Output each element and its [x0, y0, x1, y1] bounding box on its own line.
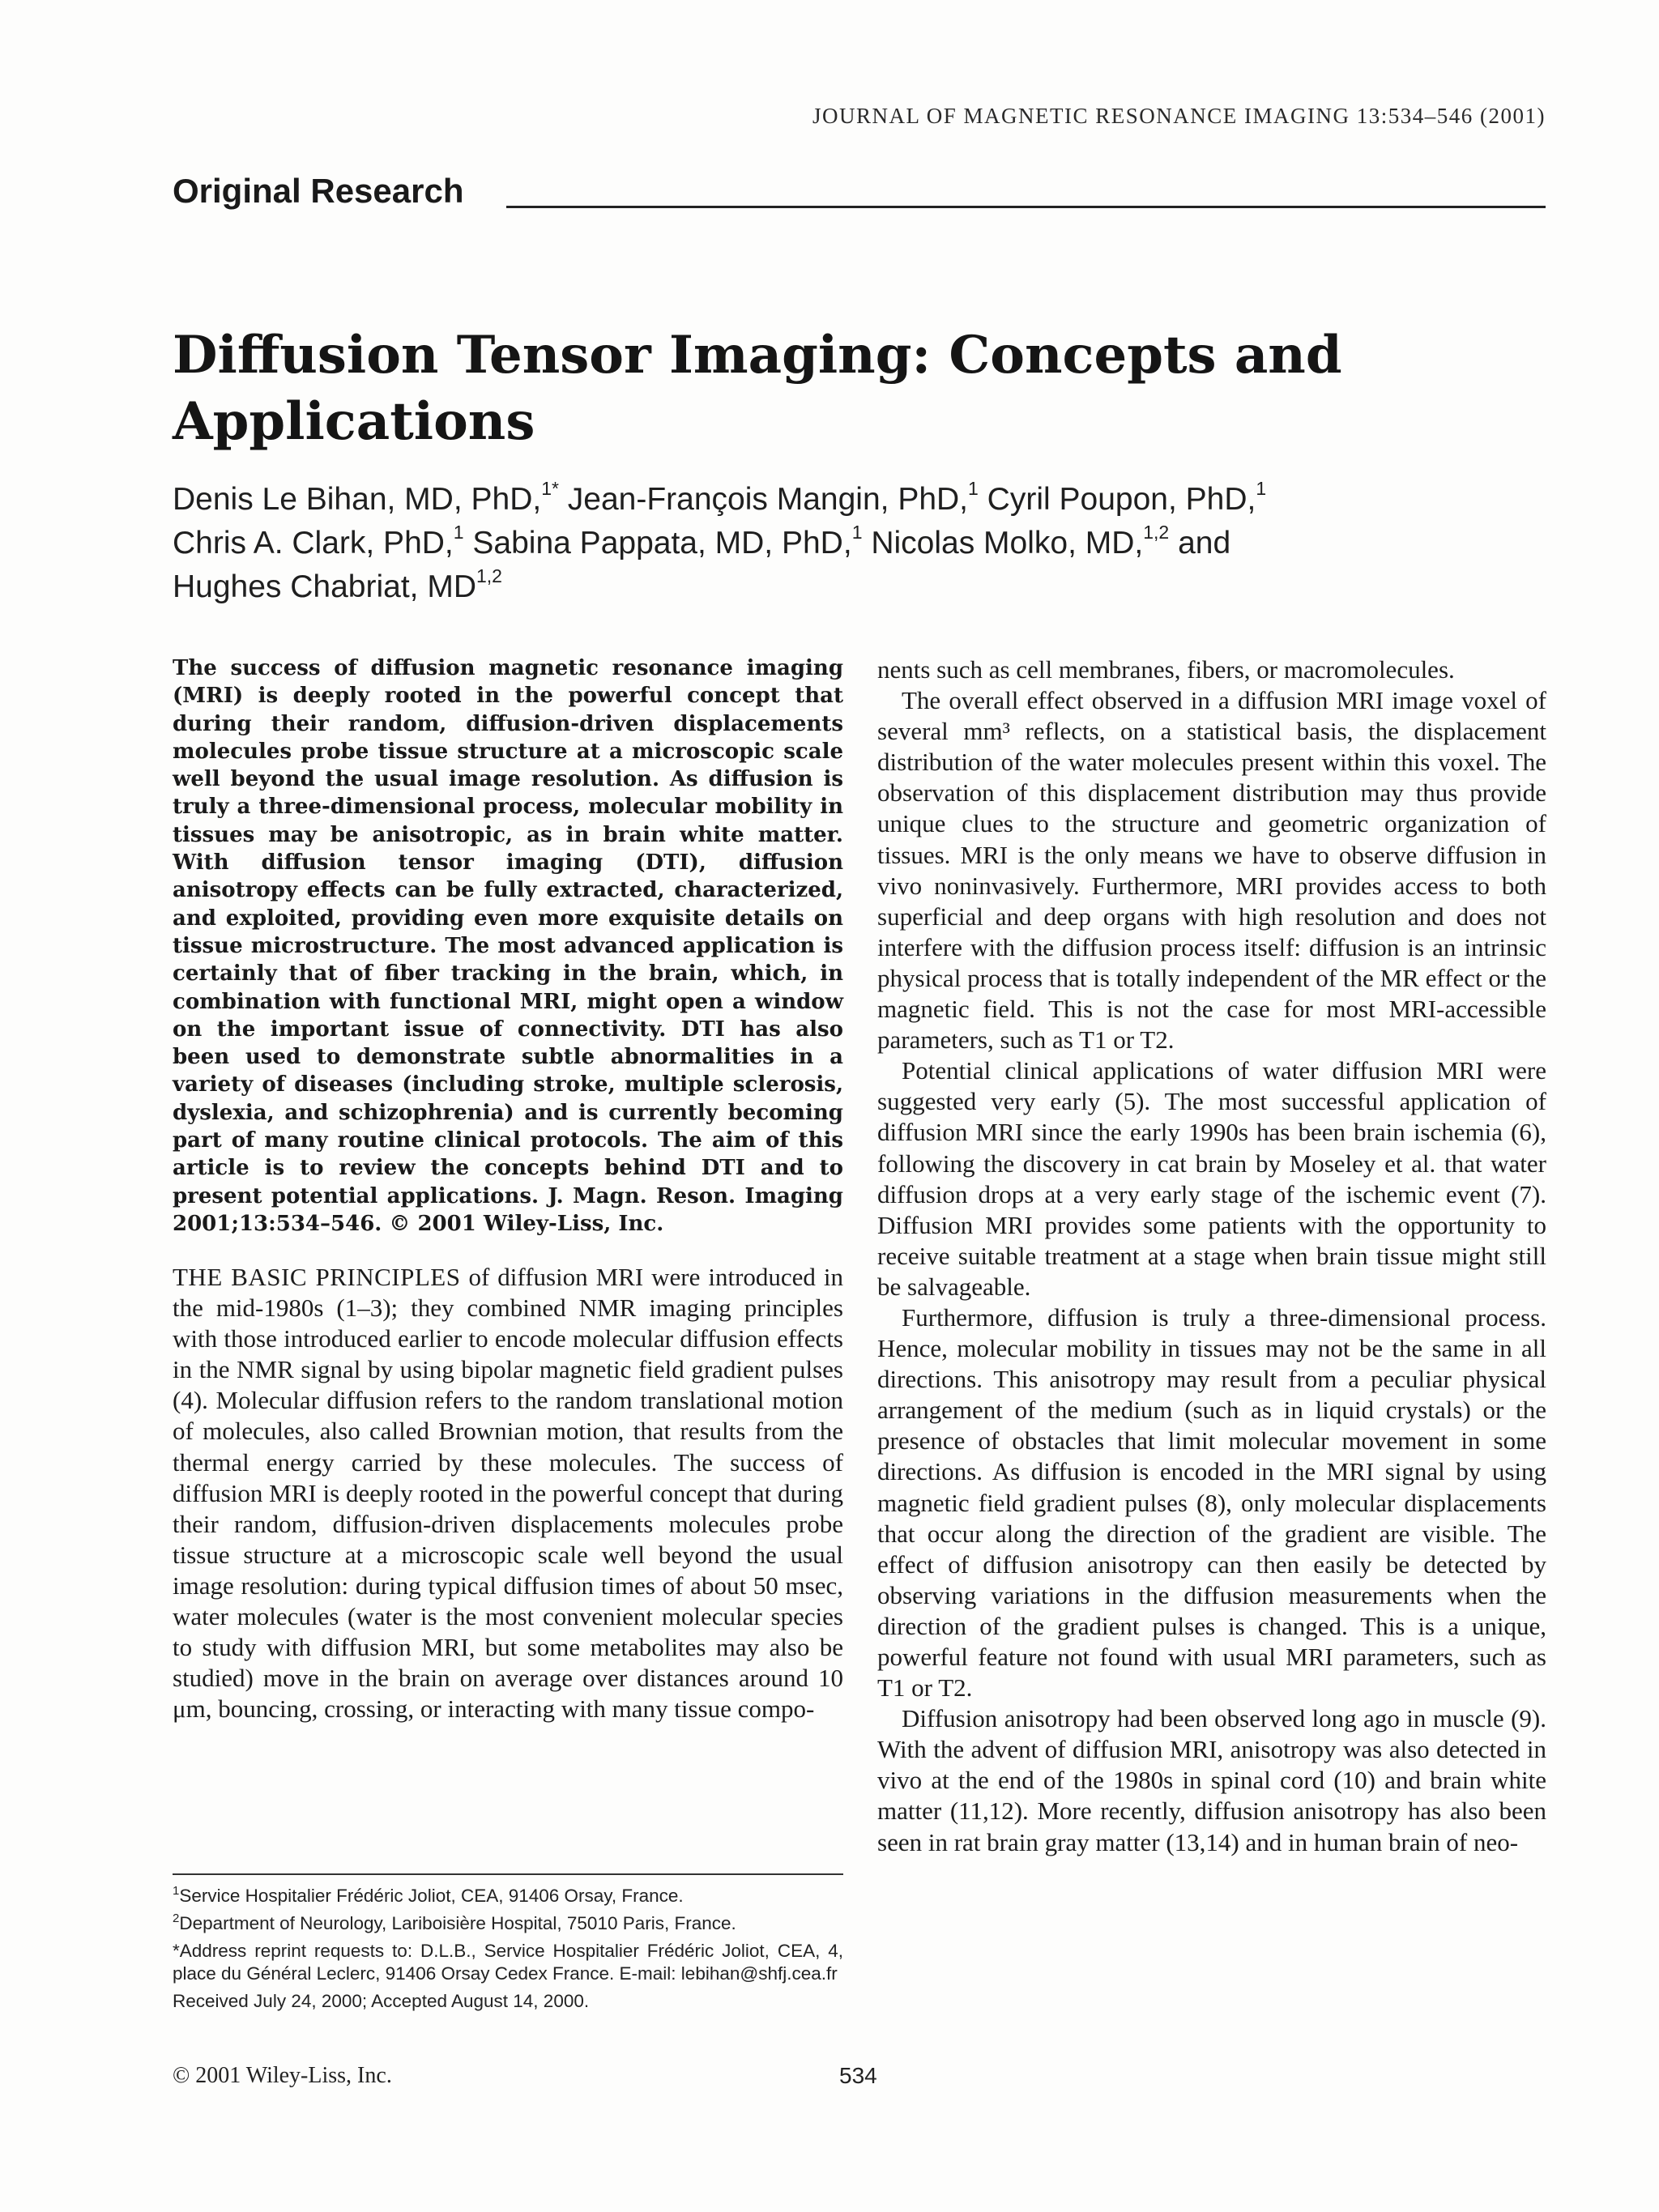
footnote-text: Address reprint requests to: D.L.B., Service Hospitalier Frédéric Joliot, CEA, 4, place du Général Leclerc, 91406 Orsay Cedex France. E-mail: lebihan@shfj.cea.fr — [173, 1941, 843, 1984]
footnote — [173, 1885, 843, 1907]
body-paragraph: The overall effect observed in a diffusion MRI image voxel of several mm³ reflects, on a statistical basis, the displacement distribution of the water molecules present within this voxel. The observation of this displacement distribution may thus provide unique clues to the structure and geometric organization of tissues. MRI is the only means we have to observe diffusion in vivo noninvasively. Furthermore, MRI provides access to both superficial and deep organs with high resolution and does not interfere with the diffusion process itself: diffusion is an intrinsic physical process that is totally independent of the MR effect or the magnetic field. This is not the case for most MRI-accessible parameters, such as T1 or T2. — [877, 686, 1546, 1055]
footer-copyright: © 2001 Wiley-Liss, Inc. — [173, 2063, 392, 2088]
author-affiliation: 1 — [851, 522, 863, 543]
author-affiliation: 1 — [968, 478, 979, 499]
right-column — [877, 654, 1546, 1858]
body-paragraph: Diffusion anisotropy had been observed long ago in muscle (9). With the advent of diffusion MRI, anisotropy was also detected in vivo at the end of the 1980s in spinal cord (10) and brain white matter (11,12). More recently, diffusion anisotropy has also been seen in rat brain gray matter (13,14) and in human brain of neo- — [877, 1704, 1546, 1856]
section-heading — [173, 172, 1546, 220]
author-name: Jean-François Mangin, PhD, — [567, 482, 969, 517]
author-affiliation: 1* — [541, 478, 559, 499]
footnote-marker: 1 — [173, 1884, 180, 1898]
section-rule — [506, 206, 1546, 208]
footnote — [173, 1940, 843, 1985]
journal-header: JOURNAL OF MAGNETIC RESONANCE IMAGING 13:534–546 (2001) — [812, 104, 1546, 128]
footnote-text: Received July 24, 2000; Accepted August 14, 2000. — [173, 1991, 590, 2011]
footnote — [173, 1912, 843, 1935]
footnote-marker: 2 — [173, 1912, 180, 1925]
received-dates — [173, 1990, 843, 2013]
intro-text: of diffusion MRI were introduced in the mid-1980s (1–3); they combined NMR imaging principles with those introduced earlier to encode molecular diffusion effects in the NMR signal by using bipolar magnetic field gradient pulses (4). Molecular diffusion refers to the random translational motion of molecules, also called Brownian motion, that results from the thermal energy carried by these molecules. The success of diffusion MRI is deeply rooted in the powerful concept that during their random, diffusion-driven displacements molecules probe tissue structure at a microscopic scale well beyond the usual image resolution: during typical diffusion times of about 50 msec, water molecules (water is the most convenient molecular species to study with diffusion MRI, but some metabolites may also be studied) move in the brain on average over distances around 10 μm, bouncing, crossing, or interacting with many tissue compo- — [173, 1263, 843, 1724]
author-name: Cyril Poupon, PhD, — [987, 482, 1256, 517]
author-affiliation: 1 — [1256, 478, 1267, 499]
footnote-rule — [173, 1873, 843, 1875]
author-name: Chris A. Clark, PhD, — [173, 526, 454, 560]
intro-lead: THE BASIC PRINCIPLES — [173, 1263, 461, 1291]
author-name: Denis Le Bihan, MD, PhD, — [173, 482, 542, 517]
abstract: The success of diffusion magnetic resonance imaging (MRI) is deeply rooted in the powerful concept that during their random, diffusion-driven displacements molecules probe tissue structure at a microscopic scale well beyond the usual image resolution. As diffusion is truly a three-dimensional process, molecular mobility in tissues may be anisotropic, as in brain white matter. With diffusion tensor imaging (DTI), diffusion anisotropy effects can be fully extracted, characterized, and exploited, providing even more exquisite details on tissue microstructure. The most advanced application is certainly that of fiber tracking in the brain, which, in combination with functional MRI, might open a window on the important issue of connectivity. DTI has also been used to demonstrate subtle abnormalities in a variety of diseases (including stroke, multiple sclerosis, dyslexia, and schizophrenia) and is currently becoming part of many routine clinical protocols. The aim of this article is to review the concepts behind DTI and to present potential applications. J. Magn. Reson. Imaging 2001;13:534–546. © 2001 Wiley-Liss, Inc. — [173, 656, 843, 1236]
author-conjunction: and — [1178, 526, 1231, 560]
author-affiliation: 1,2 — [1143, 522, 1170, 543]
author-list — [173, 478, 1509, 609]
author-name: Nicolas Molko, MD, — [871, 526, 1144, 560]
body-paragraph: Furthermore, diffusion is truly a three-dimensional process. Hence, molecular mobility in tissues may not be the same in all directions. This anisotropy may result from a peculiar physical arrangement of the medium (such as in liquid crystals) or the presence of obstacles that limit molecular movement in some directions. As diffusion is encoded in the MRI signal by using magnetic field gradient pulses (8), only molecular displacements that occur along the direction of the gradient are visible. The effect of diffusion anisotropy can then easily be detected by observing variations in the diffusion measurements when the direction of the gradient pulses is changed. This is a unique, powerful feature not found with usual MRI parameters, such as T1 or T2. — [877, 1302, 1546, 1703]
footnotes — [173, 1885, 843, 2018]
author-affiliation: 1 — [453, 522, 464, 543]
article-title: Diffusion Tensor Imaging: Concepts and Applications — [173, 325, 1342, 452]
author-name: Sabina Pappata, MD, PhD, — [472, 526, 852, 560]
footnote-text: Department of Neurology, Lariboisière Hospital, 75010 Paris, France. — [179, 1913, 736, 1933]
body-paragraph: nents such as cell membranes, fibers, or macromolecules. — [877, 655, 1455, 684]
page-number: 534 — [839, 2063, 877, 2088]
author-name: Hughes Chabriat, MD — [173, 569, 476, 604]
body-paragraph: Potential clinical applications of water diffusion MRI were suggested very early (5). The most successful application of diffusion MRI since the early 1990s has been brain ischemia (6), following the discovery in cat brain by Moseley et al. that water diffusion drops at a very early stage of the ischemic event (7). Diffusion MRI provides some patients with the opportunity to receive suitable treatment at a stage when brain tissue might still be salvageable. — [877, 1056, 1546, 1301]
footnote-marker: * — [173, 1941, 180, 1961]
section-label: Original Research — [173, 172, 464, 210]
author-affiliation: 1,2 — [476, 565, 502, 586]
footnote-text: Service Hospitalier Frédéric Joliot, CEA, 91406 Orsay, France. — [179, 1886, 684, 1906]
intro-paragraph — [173, 1262, 843, 1724]
